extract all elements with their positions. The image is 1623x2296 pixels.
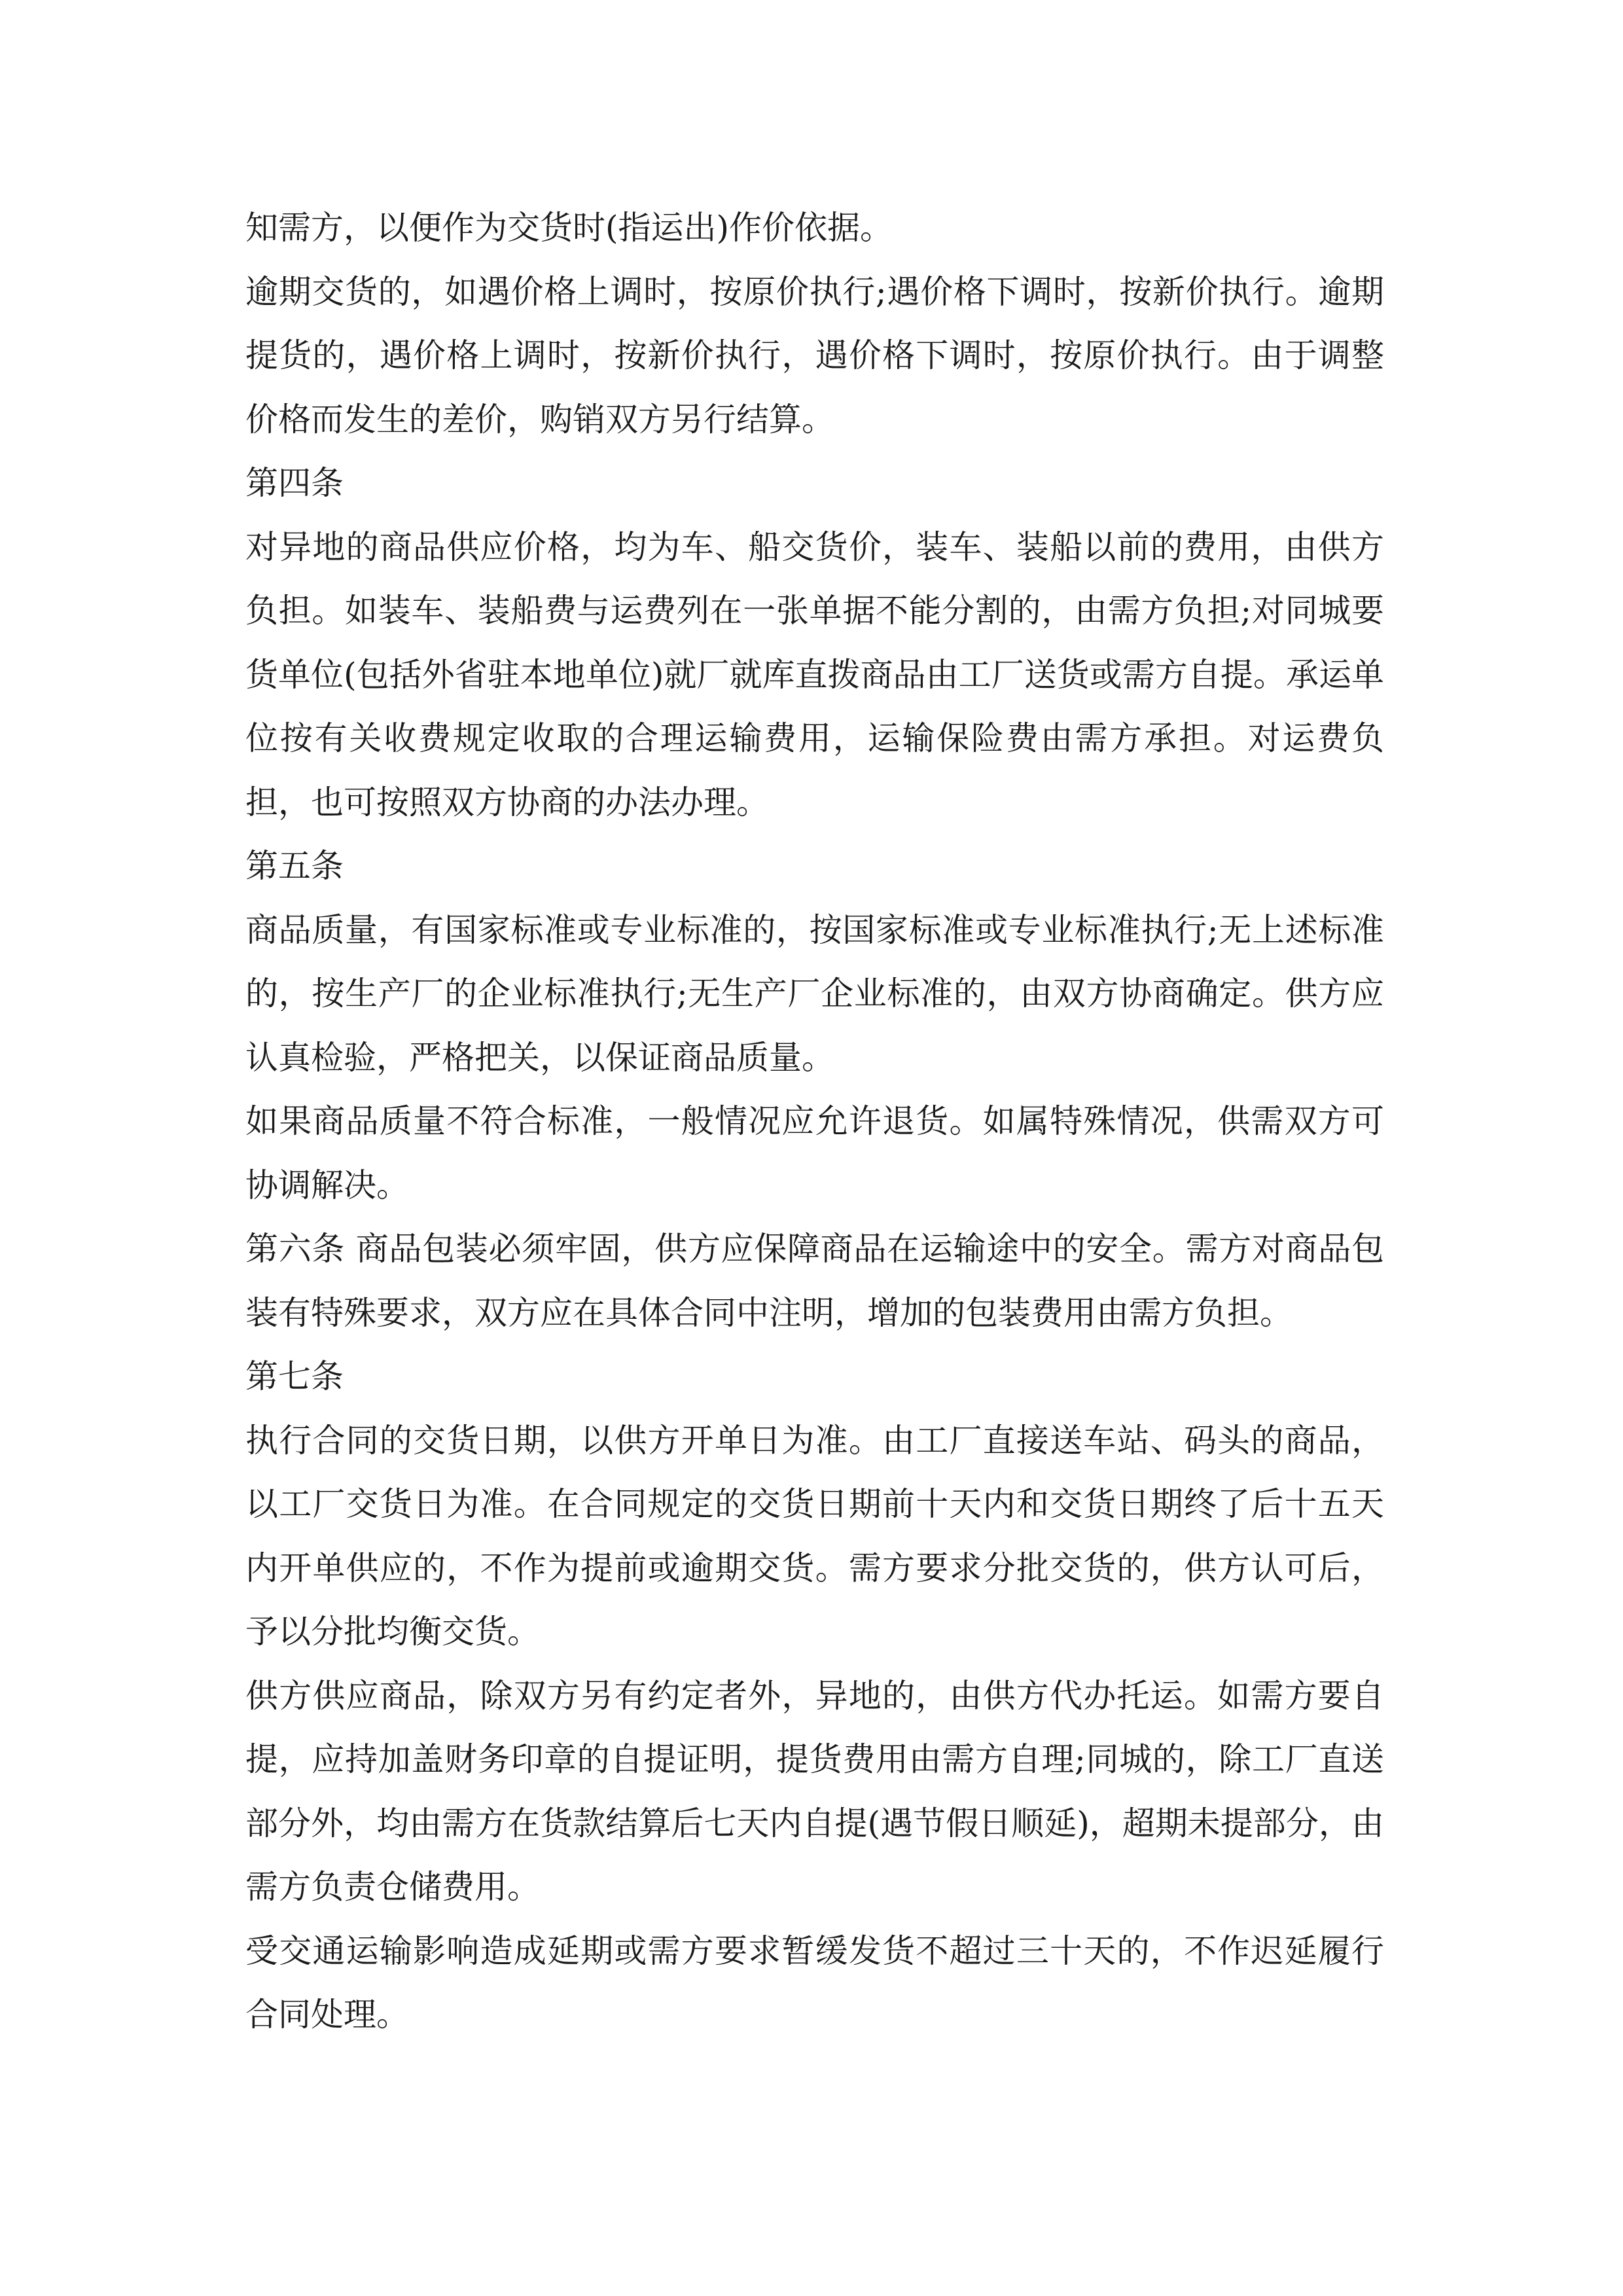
article-7-delivery-date: 执行合同的交货日期，以供方开单日为准。由工厂直接送车站、码头的商品，以工厂交货日为准。在合同规定的交货日期前十天内和交货日期终了后十五天内开单供应的，不作为提前或逾期交货。需方要求分批交货的，供方认可后，予以分批均衡交货。 [245, 1421, 1384, 1651]
article-5-returns: 如果商品质量不符合标准，一般情况应允许退货。如属特殊情况，供需双方可协调解决。 [245, 1102, 1384, 1204]
article-4-body: 对异地的商品供应价格，均为车、船交货价，装车、装船以前的费用，由供方负担。如装车、装船费与运费列在一张单据不能分割的，由需方负担;对同城要货单位(包括外省驻本地单位)就厂就库直拨商品由工厂送货或需方自提。承运单位按有关收费规定收取的合理运输费用，运输保险费由需方承担。对运费负担，也可按照双方协商的办法办理。 [245, 528, 1384, 821]
article-5-heading: 第五条 [245, 847, 344, 885]
article-4-heading: 第四条 [245, 464, 344, 502]
article-5-quality: 商品质量，有国家标准或专业标准的，按国家标准或专业标准执行;无上述标准的，按生产厂的企业标准执行;无生产厂企业标准的，由双方协商确定。供方应认真检验，严格把关，以保证商品质量。 [245, 910, 1384, 1077]
contract-body [245, 196, 1384, 2047]
paragraph-pricing-notice: 知需方，以便作为交货时(指运出)作价依据。 [245, 209, 893, 247]
article-7-heading: 第七条 [245, 1357, 344, 1395]
article-7-shipping: 供方供应商品，除双方另有约定者外，异地的，由供方代办托运。如需方要自提，应持加盖财务印章的自提证明，提货费用由需方自理;同城的，除工厂直送部分外，均由需方在货款结算后七天内自提(遇节假日顺延)，超期未提部分，由需方负责仓储费用。 [245, 1676, 1384, 1906]
paragraph-late-delivery: 逾期交货的，如遇价格上调时，按原价执行;遇价格下调时，按新价执行。逾期提货的，遇价格上调时，按新价执行，遇价格下调时，按原价执行。由于调整价格而发生的差价，购销双方另行结算。 [245, 272, 1384, 439]
article-7-delay: 受交通运输影响造成延期或需方要求暂缓发货不超过三十天的，不作迟延履行合同处理。 [245, 1931, 1384, 2034]
article-6-packaging: 第六条 商品包装必须牢固，供方应保障商品在运输途中的安全。需方对商品包装有特殊要求，双方应在具体合同中注明，增加的包装费用由需方负担。 [245, 1230, 1384, 1332]
